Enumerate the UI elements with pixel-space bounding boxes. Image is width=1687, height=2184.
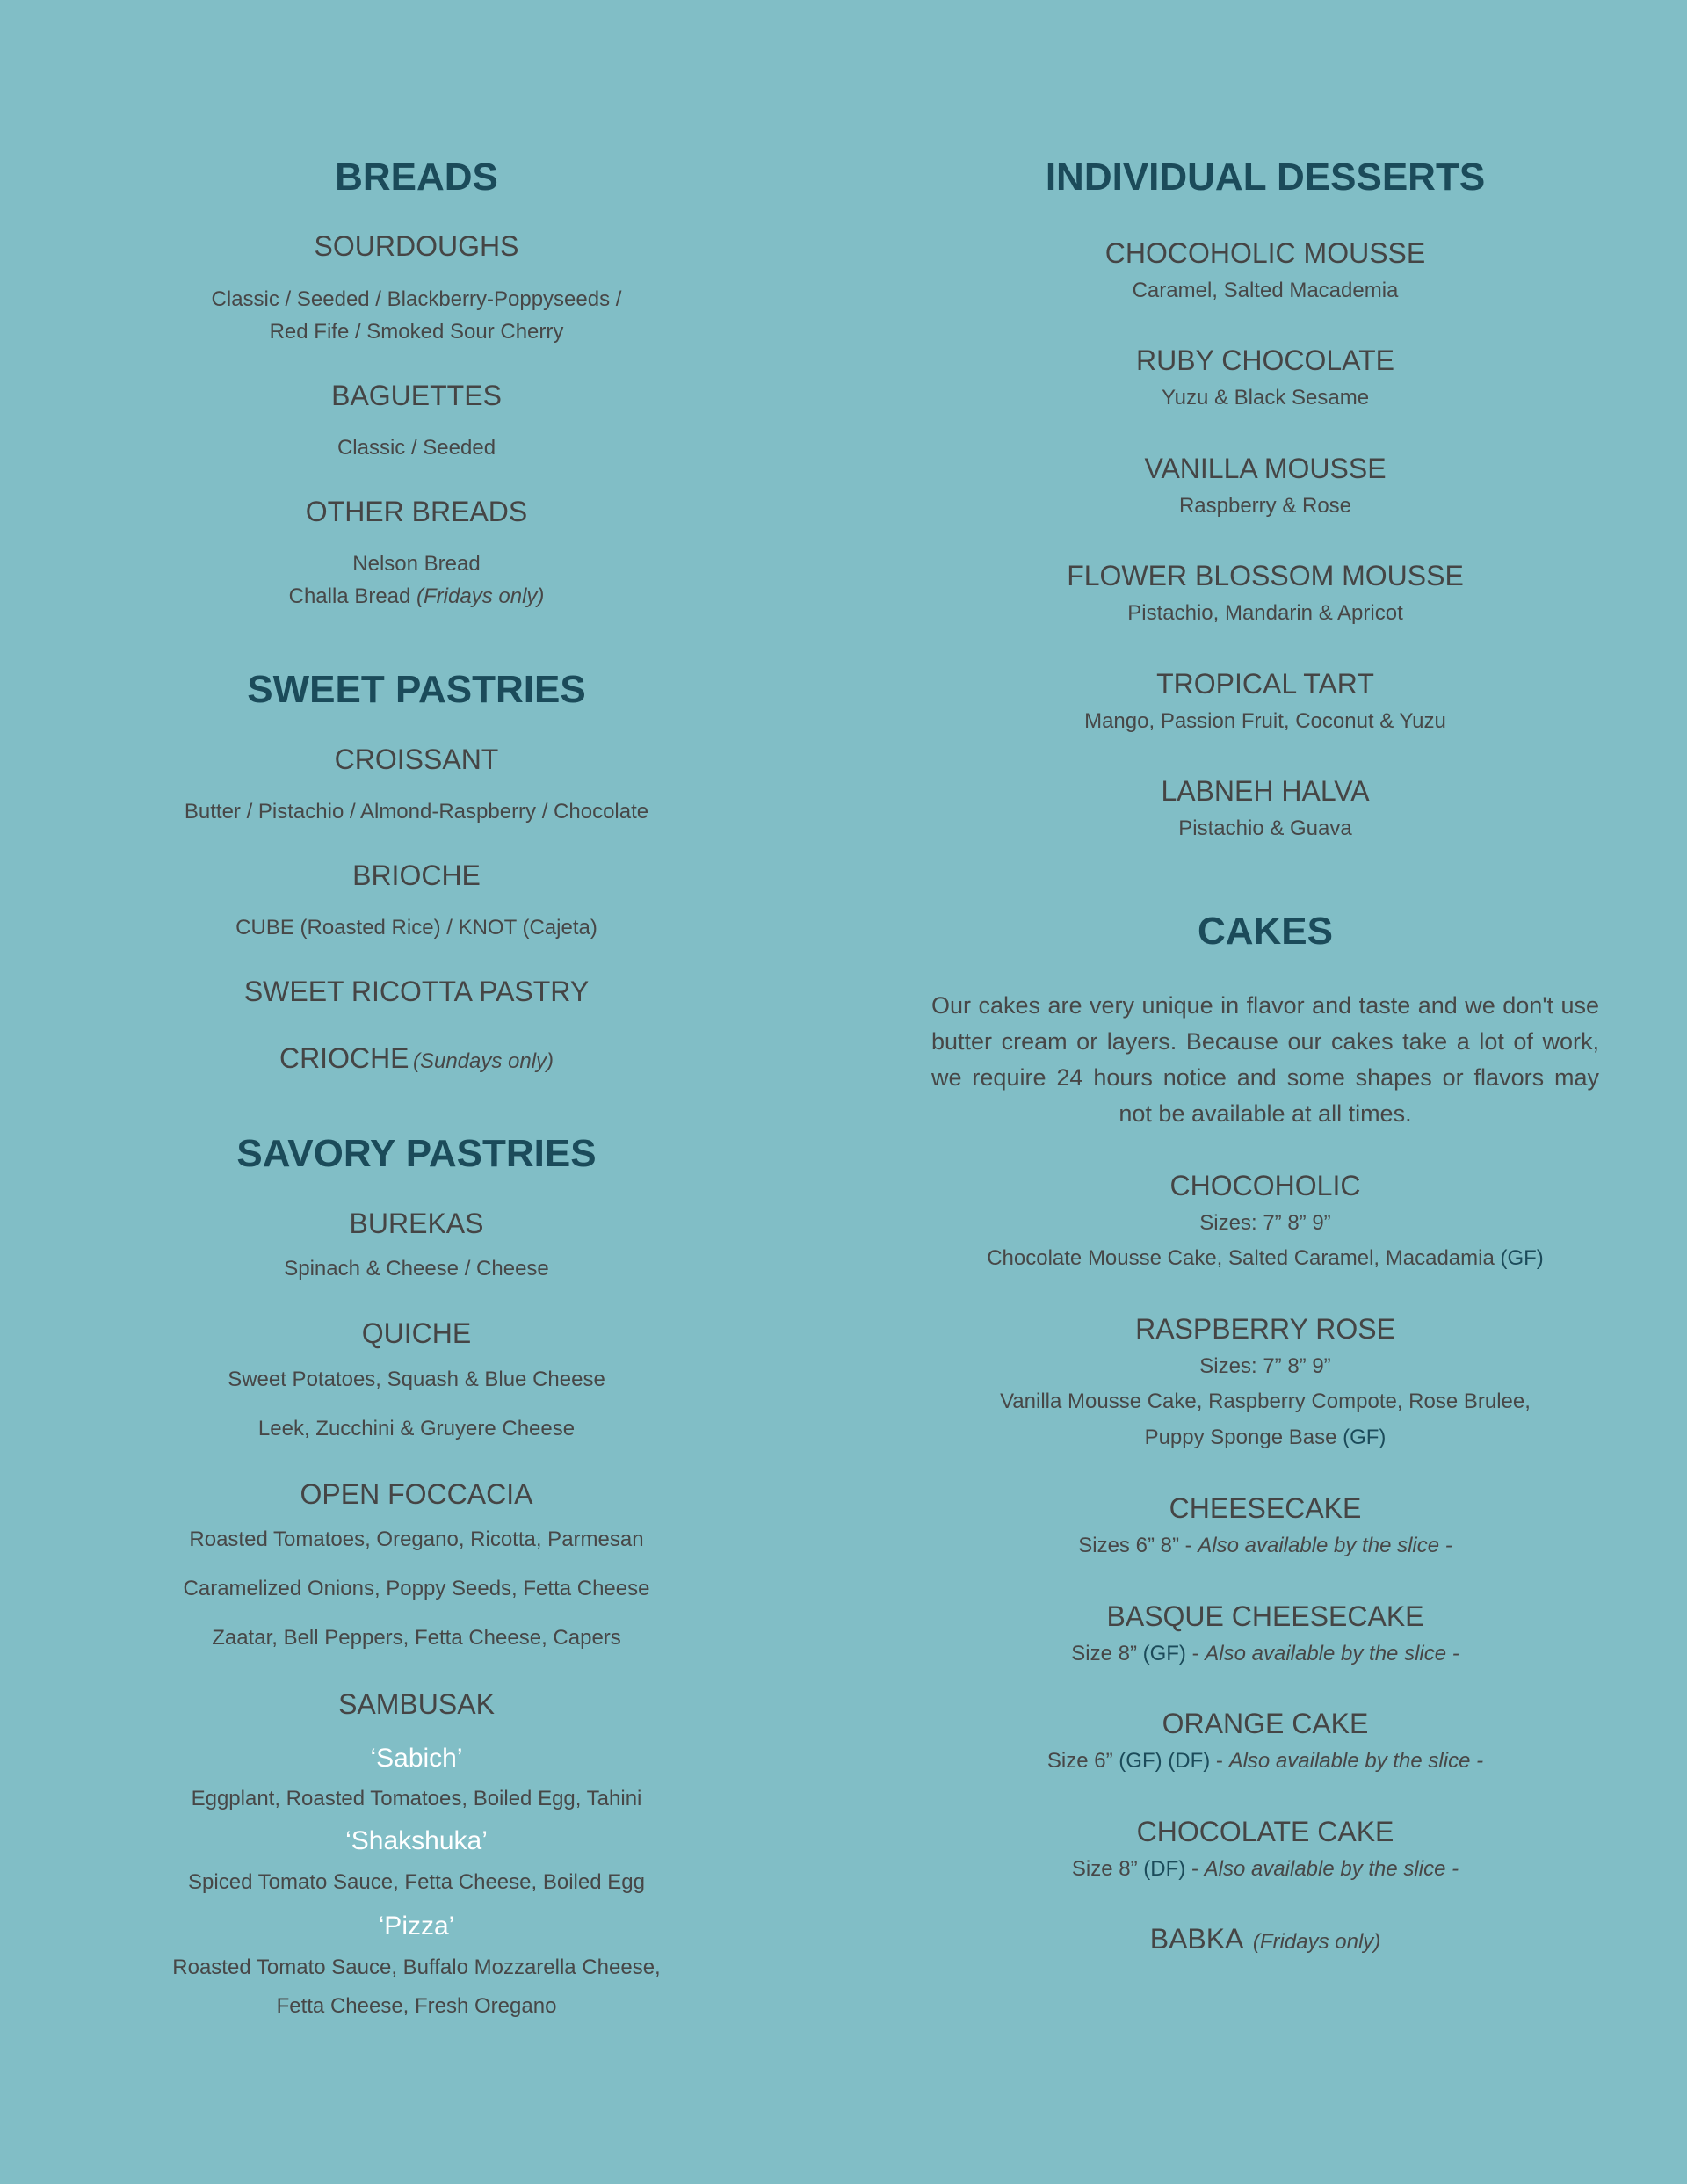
- sweet-ricotta-title: SWEET RICOTTA PASTRY: [243, 976, 590, 1007]
- crioche-title: CRIOCHE: [279, 1042, 409, 1074]
- cakes-intro: Our cakes are very unique in flavor and taste and we don't use butter cream or layers. Because our cakes take a lot of work, we require 24 hours notice and some shapes or flavors may not be available at all times.: [931, 992, 1599, 1127]
- sourdoughs-title: SOURDOUGHS: [314, 230, 519, 262]
- brioche-title: BRIOCHE: [352, 860, 481, 891]
- dessert-desc-2: Yuzu & Black Sesame: [1161, 386, 1370, 410]
- dessert-title-2: RUBY CHOCOLATE: [1136, 345, 1394, 376]
- dessert-title-5: TROPICAL TART: [1156, 668, 1374, 700]
- chocoholic-cake-title: CHOCOHOLIC: [1169, 1170, 1361, 1201]
- basque-cheesecake-title: BASQUE CHEESECAKE: [1106, 1600, 1424, 1632]
- croissant-line1: Butter / Pistachio / Almond-Raspberry / Chocolate: [184, 800, 649, 824]
- dessert-desc-6: Pistachio & Guava: [1178, 816, 1352, 840]
- chocolate-cake-title: CHOCOLATE CAKE: [1136, 1816, 1394, 1847]
- orange-df-tag: (DF): [1168, 1749, 1211, 1773]
- sabich-desc: Eggplant, Roasted Tomatoes, Boiled Egg, Tahini: [191, 1787, 642, 1810]
- sambusak-title: SAMBUSAK: [338, 1688, 495, 1720]
- cakes-heading: CAKES: [1197, 910, 1334, 953]
- foccacia-line1: Roasted Tomatoes, Oregano, Ricotta, Parmesan: [189, 1527, 644, 1551]
- raspberry-rose-desc-row: [914, 1421, 1617, 1455]
- foccacia-line2: Caramelized Onions, Poppy Seeds, Fetta Cheese: [183, 1577, 650, 1600]
- quiche-line2: Leek, Zucchini & Gruyere Cheese: [257, 1417, 576, 1440]
- dessert-desc-4: Pistachio, Mandarin & Apricot: [1127, 601, 1403, 625]
- baguettes-title: BAGUETTES: [331, 380, 502, 411]
- pizza-desc1: Roasted Tomato Sauce, Buffalo Mozzarella Cheese,: [172, 1955, 661, 1979]
- chocoholic-desc: Chocolate Mousse Cake, Salted Caramel, Macadamia: [987, 1246, 1495, 1270]
- croissant-title: CROISSANT: [334, 744, 499, 775]
- quiche-line1: Sweet Potatoes, Squash & Blue Cheese: [228, 1368, 605, 1391]
- dessert-title-3: VANILLA MOUSSE: [1144, 453, 1387, 484]
- individual-desserts-heading: INDIVIDUAL DESSERTS: [1045, 156, 1486, 199]
- babka-row: [914, 1925, 1617, 1959]
- foccacia-line3: Zaatar, Bell Peppers, Fetta Cheese, Capers: [212, 1626, 621, 1650]
- basque-dash: -: [1191, 1642, 1199, 1665]
- basque-row: [914, 1637, 1617, 1671]
- basque-note: Also available by the slice -: [1205, 1642, 1459, 1665]
- chocoholic-gf-tag: (GF): [1500, 1246, 1544, 1270]
- brioche-line1: CUBE (Roasted Rice) / KNOT (Cajeta): [235, 916, 597, 940]
- pizza-name: ‘Pizza’: [378, 1912, 455, 1941]
- breads-heading: BREADS: [335, 156, 498, 199]
- burekas-title: BUREKAS: [349, 1208, 484, 1239]
- sourdoughs-line1: Classic / Seeded / Blackberry-Poppyseeds /: [211, 287, 622, 311]
- orange-note: Also available by the slice -: [1228, 1749, 1484, 1773]
- orange-row: [914, 1745, 1617, 1778]
- dessert-title-1: CHOCOHOLIC MOUSSE: [1104, 237, 1426, 269]
- baguettes-line1: Classic / Seeded: [337, 436, 496, 460]
- dessert-desc-3: Raspberry & Rose: [1178, 494, 1352, 518]
- basque-size: Size 8”: [1071, 1642, 1137, 1665]
- dessert-desc-5: Mango, Passion Fruit, Coconut & Yuzu: [1084, 709, 1446, 733]
- cheesecake-sizes: Sizes 6” 8” -: [1078, 1534, 1192, 1557]
- challa-note: (Fridays only): [416, 584, 545, 608]
- basque-gf-tag: (GF): [1142, 1642, 1186, 1665]
- shakshuka-desc: Spiced Tomato Sauce, Fetta Cheese, Boiled Egg: [188, 1870, 645, 1894]
- sabich-name: ‘Sabich’: [370, 1744, 463, 1773]
- orange-gf-tag: (GF): [1119, 1749, 1162, 1773]
- raspberry-rose-title: RASPBERRY ROSE: [1135, 1313, 1395, 1345]
- cheesecake-row: [914, 1529, 1617, 1563]
- orange-size: Size 6”: [1046, 1749, 1113, 1773]
- other-breads-line2: [91, 580, 742, 613]
- chocoholic-sizes: Sizes: 7” 8” 9”: [1199, 1211, 1331, 1235]
- dessert-title-4: FLOWER BLOSSOM MOUSSE: [1067, 560, 1464, 591]
- other-breads-title: OTHER BREADS: [305, 496, 528, 527]
- raspberry-rose-desc1: Vanilla Mousse Cake, Raspberry Compote, Rose Brulee,: [1000, 1389, 1531, 1413]
- chocolate-df-tag: (DF): [1143, 1857, 1186, 1881]
- babka-note: (Fridays only): [1252, 1930, 1381, 1954]
- right-column: [914, 0, 1617, 2184]
- pizza-desc2: Fetta Cheese, Fresh Oregano: [276, 1994, 557, 2018]
- chocolate-note: Also available by the slice -: [1204, 1857, 1459, 1881]
- sweet-pastries-heading: SWEET PASTRIES: [247, 668, 586, 711]
- crioche-row: [91, 1044, 742, 1078]
- orange-dash: -: [1215, 1749, 1223, 1773]
- chocoholic-desc-row: [914, 1242, 1617, 1275]
- cheesecake-title: CHEESECAKE: [1169, 1492, 1362, 1524]
- challa-bread: Challa Bread: [288, 584, 411, 608]
- dessert-desc-1: Caramel, Salted Macademia: [1132, 279, 1399, 302]
- chocolate-dash: -: [1191, 1857, 1198, 1881]
- shakshuka-name: ‘Shakshuka’: [345, 1826, 488, 1855]
- sourdoughs-line2: Red Fife / Smoked Sour Cherry: [269, 320, 564, 344]
- babka-title: BABKA: [1149, 1923, 1244, 1955]
- dessert-title-6: LABNEH HALVA: [1161, 775, 1370, 807]
- orange-cake-title: ORANGE CAKE: [1162, 1708, 1369, 1739]
- open-foccacia-title: OPEN FOCCACIA: [300, 1478, 533, 1510]
- left-column: [91, 0, 742, 2184]
- chocolate-row: [914, 1853, 1617, 1886]
- burekas-line1: Spinach & Cheese / Cheese: [284, 1257, 549, 1281]
- raspberry-rose-desc2: Puppy Sponge Base: [1144, 1426, 1337, 1449]
- other-breads-line1: Nelson Bread: [352, 552, 481, 576]
- raspberry-rose-gf-tag: (GF): [1343, 1426, 1387, 1449]
- savory-pastries-heading: SAVORY PASTRIES: [236, 1132, 597, 1175]
- cheesecake-note: Also available by the slice -: [1198, 1534, 1452, 1557]
- raspberry-rose-sizes: Sizes: 7” 8” 9”: [1199, 1354, 1331, 1378]
- crioche-note: (Sundays only): [412, 1049, 554, 1073]
- chocolate-size: Size 8”: [1071, 1857, 1138, 1881]
- quiche-title: QUICHE: [361, 1317, 472, 1349]
